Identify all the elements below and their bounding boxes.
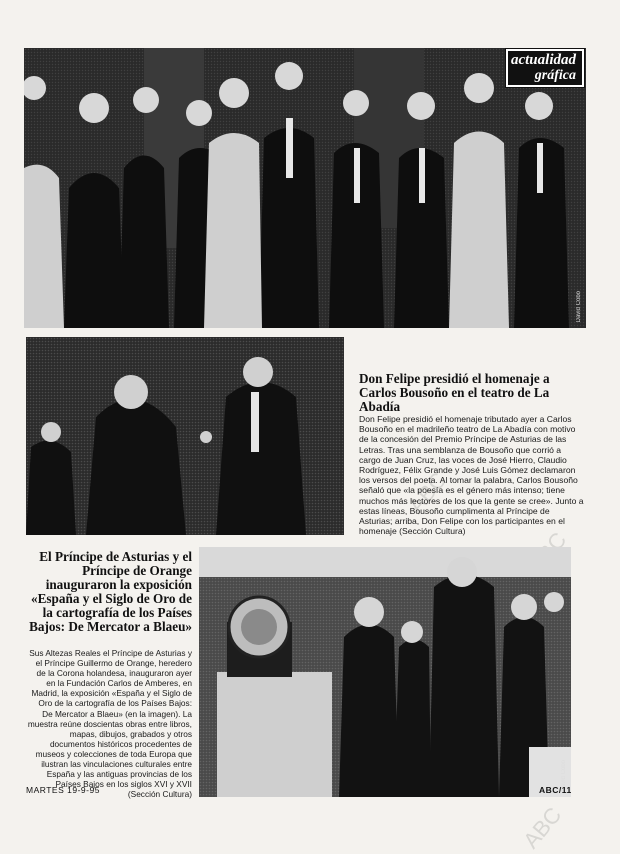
section-badge [506, 49, 584, 87]
story1-headline: Don Felipe presidió el homenaje a Carlos Bousoño en el teatro de La Abadía [359, 371, 550, 414]
watermark: ABC [403, 467, 452, 519]
footer-page: ABC/11 [539, 785, 572, 795]
exhibition-photo [199, 547, 571, 797]
footer-date: MARTES 19-9-95 [26, 785, 100, 795]
group-photo [24, 48, 586, 328]
story2-body: Sus Altezas Reales el Príncipe de Asturias y el Príncipe Guillermo de Orange, heredero de la Corona holandesa, inauguraron ayer en la Fundación Carlos de Amberes, en Madrid, la exposición «España y el Siglo de Oro de la cartografía de los Países Bajos: De Mercator a Blaeu» (en la imagen). La muestra reúne doscientas obras entre libros, mapas, dibujos, grabados y otros documentos históricos procedentes de museos y colecciones de toda Europa que ilustran las vinculaciones culturales entre España y las antiguas provincias de los Países Bajos en los siglos XVI y XVII (Sección Cultura) [27, 648, 192, 800]
story2-headline: El Príncipe de Asturias y el Príncipe de Orange inauguraron la exposición «España y el Siglo de Oro de la cartografía de los Países Bajos: De Mercator a Blaeu» [29, 549, 192, 634]
badge-line-1: actualidad [510, 52, 576, 68]
photo-credit: David Cobo [561, 759, 567, 791]
story1-body: Don Felipe presidió el homenaje tributado ayer a Carlos Bousoño en el madrileño teatro de La Abadía con motivo de la concesión del Premio Príncipe de Asturias de las Letras. Tras una semblanza de Bousoño que corrió a cargo de Juan Cruz, las voces de José Hierro, Claudio Rodríguez, Félix Grande y José Luis Gómez declamaron los versos del poeta. Al tomar la palabra, Carlos Bousoño señaló que «la poesía es el género más intenso; tiene muchos más lectores de los que la gente se cree». Junto a estas líneas, Bousoño cumplimenta al Príncipe de Asturias; arriba, Don Felipe con los participantes en el homenaje (Sección Cultura) [359, 414, 584, 537]
photo-credit: David Cobo [576, 290, 582, 322]
handshake-photo [26, 337, 344, 535]
watermark: ABC [518, 802, 567, 854]
badge-line-2: gráfica [534, 68, 576, 83]
